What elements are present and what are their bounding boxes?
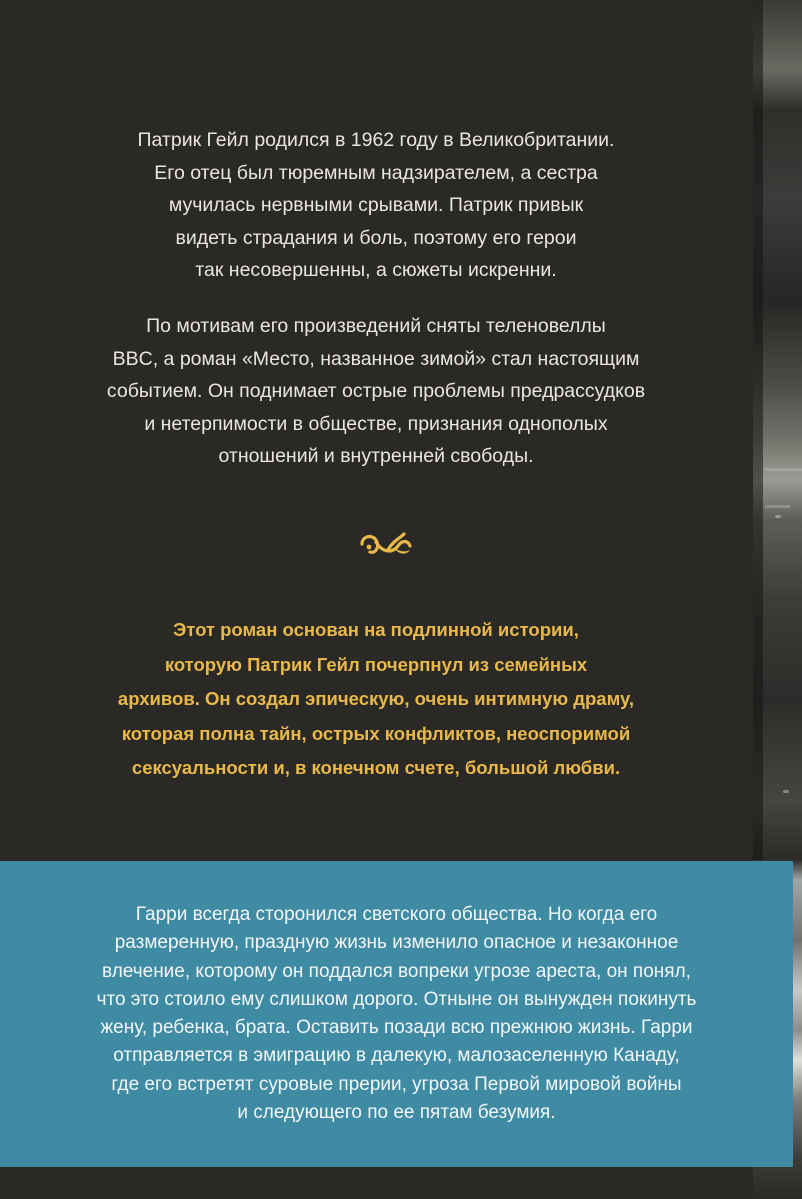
bio-line: мучилась нервными срывами. Патрик привык (168, 194, 584, 216)
highlight-line: которую Патрик Гейл почерпнул из семейных (164, 653, 588, 675)
bio-line: видеть страдания и боль, поэтому его герои (175, 226, 577, 249)
synopsis-line: где его встретят суровые прерии, угроза Первой мировой войны (111, 1073, 682, 1095)
synopsis-line: отправляется в эмиграцию в далекую, малозаселенную Канаду, (113, 1045, 680, 1067)
bio-line: Патрик Гейл родился в 1962 году в Великобритании. (137, 129, 615, 151)
author-bio-paragraph-1 (76, 124, 676, 287)
synopsis-line: влечение, которому он поддался вопреки угрозе ареста, он понял, (102, 960, 691, 982)
synopsis-line: что это стоило ему слишком дорого. Отныне он вынужден покинуть (96, 988, 697, 1010)
bio-line: По мотивам его произведений сняты теленовеллы (146, 315, 606, 337)
bio-line: событием. Он поднимает острые проблемы предрассудков (106, 380, 646, 402)
bio-line: отношений и внутренней свободы. (218, 445, 534, 467)
bio-line: и нетерпимости в обществе, признания однополых (144, 412, 608, 435)
flourish-ornament-icon (358, 530, 414, 560)
highlight-line: Этот роман основан на подлинной истории, (173, 619, 579, 640)
synopsis-line: Гарри всегда сторонился светского общества. Но когда его (135, 904, 658, 925)
bio-line: так несовершенны, а сюжеты искренни. (195, 259, 557, 281)
highlight-line: которая полна тайн, острых конфликтов, неоспоримой (121, 722, 631, 744)
synopsis-line: и следующего по ее пятам безумия. (237, 1102, 556, 1124)
highlight-line: архивов. Он создал эпическую, очень интимную драму, (117, 688, 635, 709)
author-bio-paragraph-2 (76, 310, 676, 473)
synopsis-line: жену, ребенка, брата. Оставить позади всю прежнюю жизнь. Гарри (100, 1017, 693, 1039)
highlight-line: сексуальности и, в конечном счете, большой любви. (131, 757, 621, 778)
highlight-paragraph (76, 613, 676, 786)
synopsis-paragraph (30, 901, 763, 1127)
synopsis-line: размеренную, праздную жизнь изменило опасное и незаконное (114, 932, 679, 954)
bio-line: BBC, а роман «Место, названное зимой» стал настоящим (112, 347, 640, 370)
bio-line: Его отец был тюремным надзирателем, а сестра (154, 161, 598, 184)
